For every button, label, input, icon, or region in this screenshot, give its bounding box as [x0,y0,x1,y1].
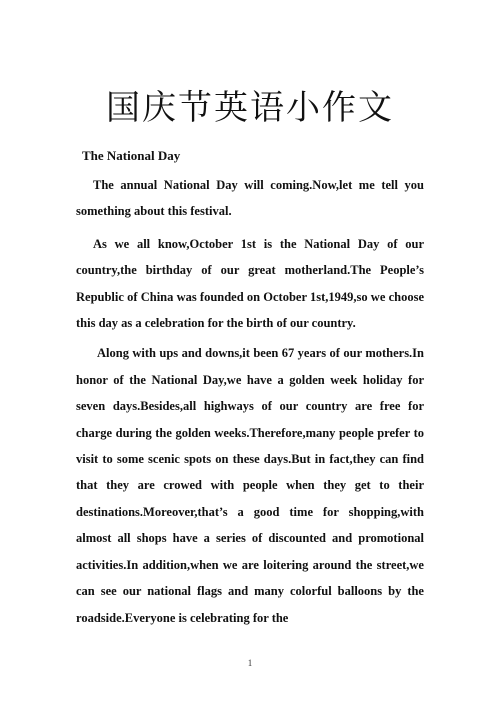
paragraph: As we all know,October 1st is the National Day of our country,the birthday of our great motherland.The People’s Republic of China was founded on October 1st,1949,so we choose this day as a celebration for the birth of our country. [76,236,424,331]
document-title: 国庆节英语小作文 [106,88,394,128]
essay-heading: The National Day [82,148,181,163]
page-number: 1 [247,658,253,668]
paragraph: Along with ups and downs,it been 67 years of our mothers.In honor of the National Day,we have a golden week holiday for seven days.Besides,all highways of our country are free for charge during the golden weeks.Therefore,many people prefer to visit to some scenic spots on these days.But in fact,they can find that they are crowed with people when they get to their destinations.Moreover,that’s a good time for shopping,with almost all shops have a series of discounted and promotional activities.In addition,when we are loitering around the street,we can see our national flags and many colorful balloons by the roadside.Everyone is celebrating for the [76,346,424,625]
paragraph: The annual National Day will coming.Now,let me tell you something about this festival. [76,178,424,219]
document-body [76,146,424,631]
